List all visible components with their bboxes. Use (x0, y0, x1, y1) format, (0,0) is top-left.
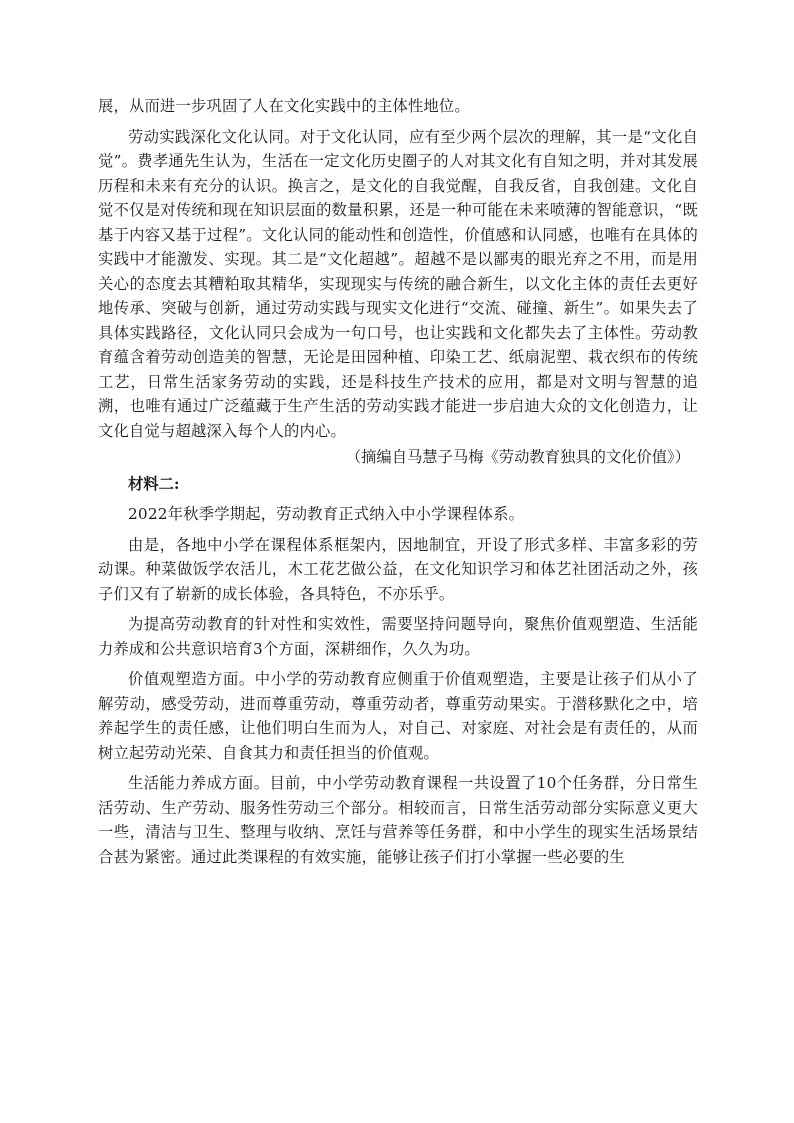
section-heading-material-two: 材料二: (128, 474, 180, 493)
paragraph-cultural-identity: 劳动实践深化文化认同。对于文化认同，应有至少两个层次的理解，其一是“文化自觉”。费孝通先生认为，生活在一定文化历史圈子的人对其文化有自知之明，并对其发展历程和未来有充分的认识。换言之，是文化的自我觉醒，自我反省，自我创建。文化自觉不仅是对传统和现在知识层面的数量积累，还是一种可能在未来喷薄的智能意识，“既基于内容又基于过程”。文化认同的能动性和创造性，价值感和认同感，也唯有在具体的实践中才能激发、实现。其二是“文化超越”。超越不是以鄙夷的眼光弃之不用，而是用关心的态度去其糟粕取其精华，实现现实与传统的融合新生，以文化主体的责任去更好地传承、突破与创新，通过劳动实践与现实文化进行“交流、碰撞、新生”。如果失去了具体实践路径，文化认同只会成为一句口号，也让实践和文化都失去了主体性。劳动教育蕴含着劳动创造美的智慧，无论是田园种植、印染工艺、纸扇泥塑、栽衣织布的传统工艺，日常生活家务劳动的实践，还是科技生产技术的应用，都是对文明与智慧的追溯，也唯有通过广泛蕴藏于生产生活的劳动实践才能进一步启迪大众的文化创造力，让文化自觉与超越深入每个人的内心。 (98, 127, 698, 440)
paragraph: 2022年秋季学期起，劳动教育正式纳入中小学课程体系。 (128, 505, 525, 523)
source-citation: （摘编自马慧子马梅《劳动教育独具的文化价值》） (345, 448, 690, 466)
paragraph: 价值观塑造方面。中小学的劳动教育应侧重于价值观塑造，主要是让孩子们从小了解劳动，感受劳动，进而尊重劳动，尊重劳动者，尊重劳动果实。于潜移默化之中，培养起学生的责任感，让他们明白生而为人，对自己、对家庭、对社会是有责任的，从而树立起劳动光荣、自食其力和责任担当的价值观。 (98, 670, 698, 762)
document-page (98, 94, 698, 869)
paragraph: 生活能力养成方面。目前，中小学劳动教育课程一共设置了10个任务群，分日常生活劳动、生产劳动、服务性劳动三个部分。相较而言，日常生活劳动部分实际意义更大一些，清洁与卫生、整理与收纳、烹饪与营养等任务群，和中小学生的现实生活场景结合甚为紧密。通过此类课程的有效实施，能够让孩子们打小掌握一些必要的生 (98, 774, 698, 866)
paragraph: 为提高劳动教育的针对性和实效性，需要坚持问题导向，聚焦价值观塑造、生活能力养成和公共意识培育3个方面，深耕细作，久久为功。 (98, 615, 698, 658)
paragraph: 由是，各地中小学在课程体系框架内，因地制宜，开设了形式多样、丰富多彩的劳动课。种菜做饭学农活儿，木工花艺做公益，在文化知识学习和体艺社团活动之外，孩子们又有了崭新的成长体验，各具特色，不亦乐乎。 (98, 535, 698, 603)
paragraph-fragment: 展，从而进一步巩固了人在文化实践中的主体性地位。 (98, 97, 470, 115)
